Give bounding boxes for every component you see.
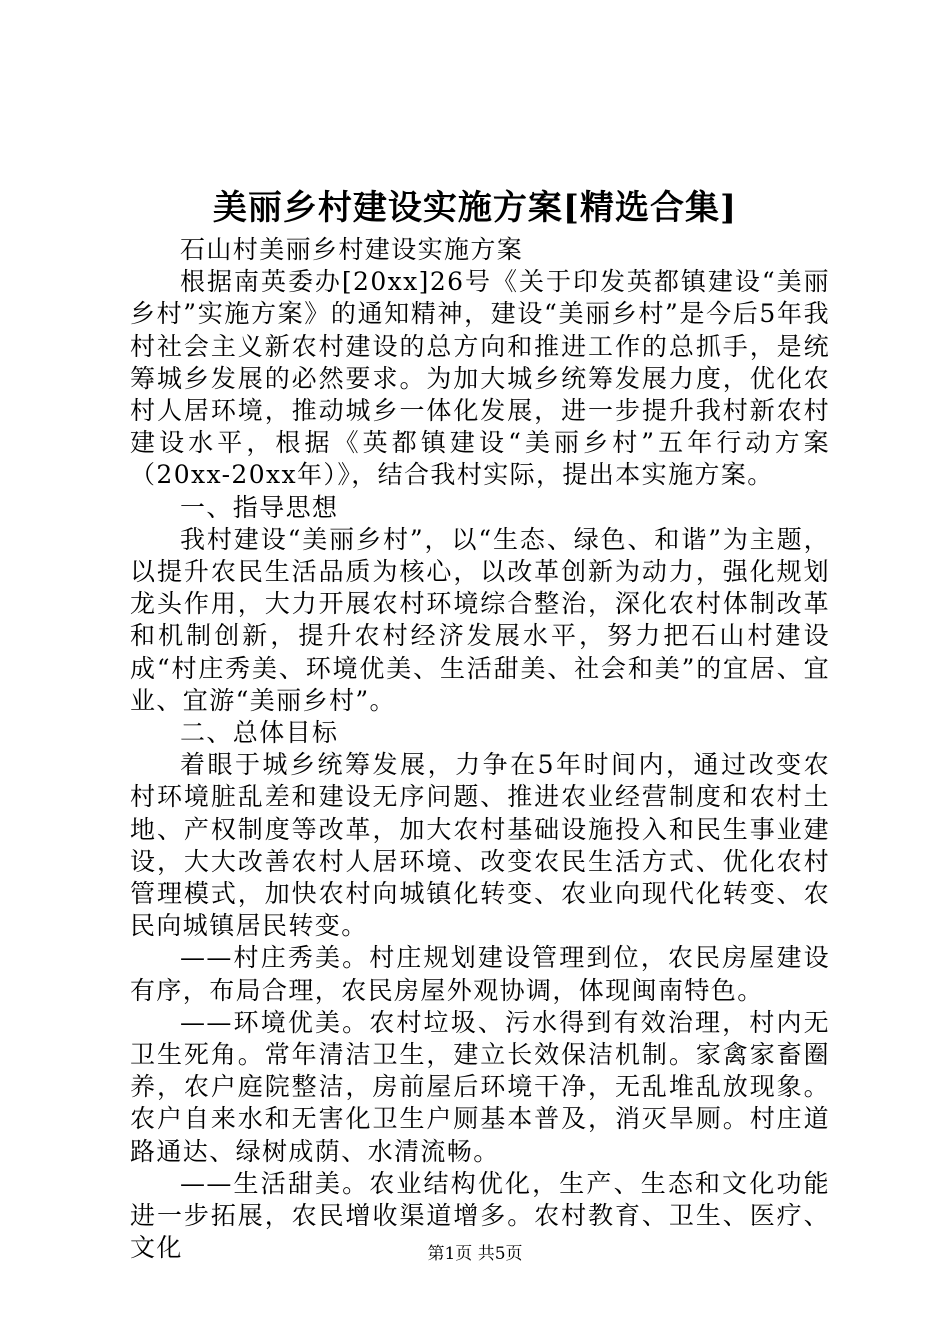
page-footer: 第1页 共5页 [427,1244,523,1264]
intro-paragraph: 根据南英委办[20xx]26号《关于印发英都镇建设“美丽乡村”实施方案》的通知精神，建设“美丽乡村”是今后5年我村社会主义新农村建设的总方向和推进工作的总抓手，是统筹城乡发展的必然要求。为加大城乡统筹发展力度，优化农村人居环境，推动城乡一体化发展，进一步提升我村新农村建设水平，根据《英都镇建设“美丽乡村”五年行动方案（20xx-20xx年）》，结合我村实际，提出本实施方案。 [130,267,830,490]
document-title: 美丽乡村建设实施方案[精选合集] [212,188,738,228]
subtitle-paragraph: 石山村美丽乡村建设实施方案 [180,235,524,264]
section-heading-guiding-thought: 一、指导思想 [180,492,339,522]
section-heading-overall-goal: 二、总体目标 [180,718,339,748]
guiding-thought-paragraph: 我村建设“美丽乡村”，以“生态、绿色、和谐”为主题，以提升农民生活品质为核心，以改革创新为动力，强化规划龙头作用，大力开展农村环境综合整治，深化农村体制改革和机制创新，提升农村经济发展水平，努力把石山村建设成“村庄秀美、环境优美、生活甜美、社会和美”的宜居、宜业、宜游“美丽乡村”。 [130,524,830,715]
goal-item-village: ——村庄秀美。村庄规划建设管理到位，农民房屋建设有序，布局合理，农民房屋外观协调，体现闽南特色。 [130,943,830,1005]
document-body [130,234,830,1265]
goal-item-environment: ——环境优美。农村垃圾、污水得到有效治理，村内无卫生死角。常年清洁卫生，建立长效保洁机制。家禽家畜圈养，农户庭院整洁，房前屋后环境干净，无乱堆乱放现象。农户自来水和无害化卫生户厕基本普及，消灭旱厕。村庄道路通达、绿树成荫、水清流畅。 [130,1007,830,1166]
goal-item-life: ——生活甜美。农业结构优化，生产、生态和文化功能进一步拓展，农民增收渠道增多。农村教育、卫生、医疗、文化 [130,1168,830,1263]
overall-goal-paragraph: 着眼于城乡统筹发展，力争在5年时间内，通过改变农村环境脏乱差和建设无序问题、推进农业经营制度和农村土地、产权制度等改革，加大农村基础设施投入和民生事业建设，大大改善农村人居环境、改变农民生活方式、优化农村管理模式，加快农村向城镇化转变、农业向现代化转变、农民向城镇居民转变。 [130,750,830,941]
